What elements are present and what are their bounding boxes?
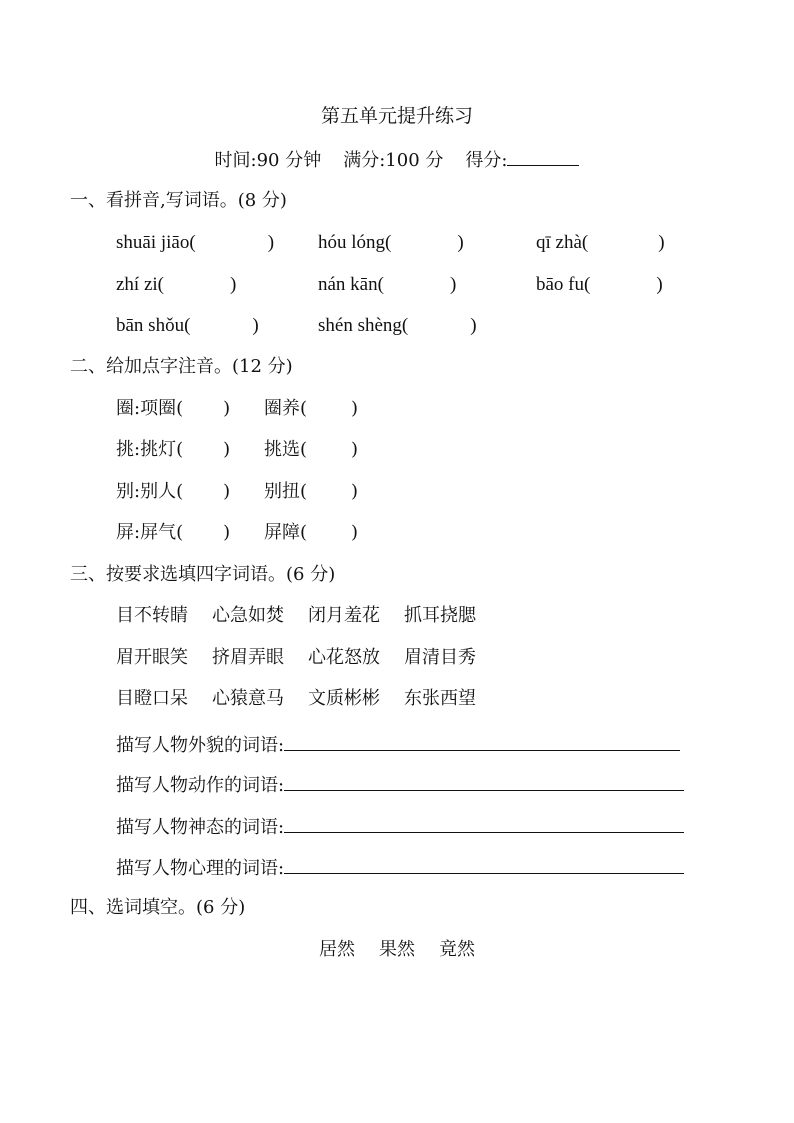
idiom: 闭月羞花 <box>308 605 380 626</box>
idiom: 眉清目秀 <box>404 647 476 668</box>
pinyin-item: qī zhà( ) <box>536 232 665 253</box>
idiom: 心急如焚 <box>212 605 284 626</box>
idiom: 文质彬彬 <box>308 688 380 709</box>
choice-word: 竟然 <box>439 939 475 960</box>
section-4-heading: 四、选词填空。(6 分) <box>70 897 246 918</box>
idiom: 目不转睛 <box>116 605 188 626</box>
pinyin-item: shuāi jiāo( ) <box>116 232 275 253</box>
idiom: 抓耳挠腮 <box>404 605 476 626</box>
full-score: 满分:100 分 <box>343 150 444 171</box>
word-bank-row <box>116 607 500 625</box>
answer-blank[interactable] <box>284 734 680 751</box>
idiom: 目瞪口呆 <box>116 688 188 709</box>
word-bank-row <box>116 690 500 708</box>
word-choices <box>0 941 794 959</box>
word-bank-row <box>116 649 500 667</box>
phonetic-row: 挑选( ) <box>264 439 359 460</box>
answer-line-appearance: 描写人物外貌的词语: <box>116 734 680 755</box>
score-blank[interactable] <box>507 149 579 166</box>
idiom: 眉开眼笑 <box>116 647 188 668</box>
phonetic-row: 屏障( ) <box>264 522 359 543</box>
idiom: 东张西望 <box>404 688 476 709</box>
phonetic-row: 别扭( ) <box>264 481 359 502</box>
idiom: 心花怒放 <box>308 647 380 668</box>
answer-line-action: 描写人物动作的词语: <box>116 774 684 795</box>
idiom: 挤眉弄眼 <box>212 647 284 668</box>
section-3-heading: 三、按要求选填四字词语。(6 分) <box>70 564 336 585</box>
phonetic-row: 别:别人( ) <box>116 481 231 502</box>
pinyin-item: bāo fu( ) <box>536 274 663 295</box>
pinyin-item: shén shèng( ) <box>318 315 477 336</box>
page-title: 第五单元提升练习 <box>320 105 473 127</box>
score-label: 得分: <box>465 150 508 171</box>
phonetic-row: 屏:屏气( ) <box>116 522 231 543</box>
answer-line-expression: 描写人物神态的词语: <box>116 816 684 837</box>
section-1-heading: 一、看拼音,写词语。(8 分) <box>70 190 287 211</box>
exam-meta <box>0 149 794 170</box>
phonetic-row: 挑:挑灯( ) <box>116 439 231 460</box>
choice-word: 居然 <box>319 939 355 960</box>
time-limit: 时间:90 分钟 <box>214 150 322 171</box>
phonetic-row: 圈:项圈( ) <box>116 398 231 419</box>
section-2-heading: 二、给加点字注音。(12 分) <box>70 356 293 377</box>
choice-word: 果然 <box>379 939 415 960</box>
pinyin-item: bān shǒu( ) <box>116 315 259 336</box>
phonetic-row: 圈养( ) <box>264 398 359 419</box>
answer-blank[interactable] <box>284 774 684 791</box>
answer-blank[interactable] <box>284 816 684 833</box>
pinyin-item: zhí zi( ) <box>116 274 237 295</box>
pinyin-item: hóu lóng( ) <box>318 232 464 253</box>
answer-line-psychology: 描写人物心理的词语: <box>116 857 684 878</box>
idiom: 心猿意马 <box>212 688 284 709</box>
pinyin-item: nán kān( ) <box>318 274 457 295</box>
answer-blank[interactable] <box>284 857 684 874</box>
